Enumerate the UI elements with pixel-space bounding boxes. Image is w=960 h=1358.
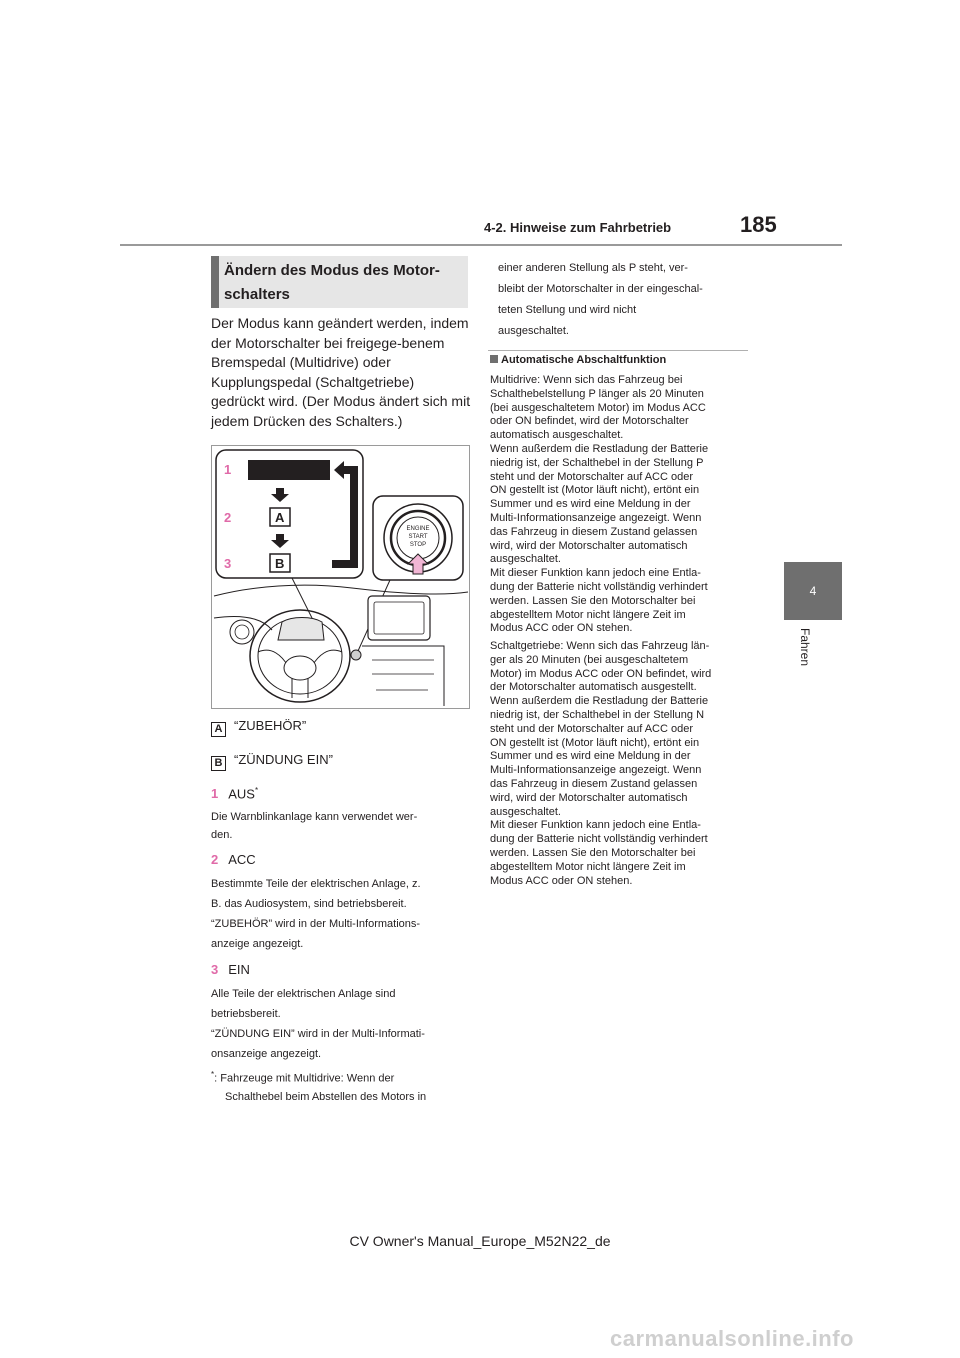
continuation-line: einer anderen Stellung als P steht, ver- bbox=[498, 262, 688, 274]
mode-1-name: AUS bbox=[228, 786, 255, 802]
footer-manual-name: CV Owner's Manual_Europe_M52N22_de bbox=[349, 1233, 611, 1249]
mode-aus-bar bbox=[248, 460, 330, 480]
button-text-start: START bbox=[408, 534, 428, 540]
auto-off-title: Automatische Abschaltfunktion bbox=[501, 354, 667, 366]
figure-step-1: 1 bbox=[224, 462, 232, 477]
label-a-row bbox=[211, 718, 306, 737]
label-a-text: “ZUBEHÖR” bbox=[234, 718, 307, 733]
continuation-line: ausgeschaltet. bbox=[498, 325, 569, 337]
button-text-stop: STOP bbox=[409, 542, 427, 548]
mode-2-description bbox=[211, 874, 469, 954]
continuation-line: teten Stellung und wird nicht bbox=[498, 304, 637, 316]
header-section-title: 4-2. Hinweise zum Fahrbetrieb bbox=[484, 220, 672, 235]
chapter-tab: 4 bbox=[784, 562, 842, 620]
instrument-cluster bbox=[278, 618, 324, 641]
auto-off-manual-paragraph: Schaltgetriebe: Wenn sich das Fahrzeug län- ger als 20 Minuten (bei ausgeschaltetem Motor) im Modus ACC oder ON befindet, wird der Motorschalter automatisch ausgestellt. Wenn außerdem die Restladung der Batterie niedrig ist, der Schalthebel in der Stellung N steht und der Motorschalter auf ACC oder ON gestellt ist (Motor läuft nicht), ertönt ein Summer und es wird eine Meldung in der Multi-Informationsanzeige angezeigt. Wenn das Fahrzeug in diesem Zustand gelassen wird, wird der Motorschalter automatisch ausgeschaltet. Mit dieser Funktion kann jedoch eine Entla- dung der Batterie nicht vollständig verhindert werden. Lassen Sie den Motorschalter bei abgestelltem Motor nicht längere Zeit im Modus ACC oder ON stehen. bbox=[490, 640, 712, 887]
section-heading-bar bbox=[211, 256, 219, 308]
chapter-label bbox=[784, 628, 842, 708]
mode-1-footnote-mark: * bbox=[254, 786, 259, 795]
header-rule bbox=[120, 244, 842, 246]
button-text-engine: ENGINE bbox=[406, 526, 430, 532]
mode-2-desc-line: B. das Audiosystem, sind betriebsbereit. bbox=[211, 898, 407, 910]
continuation-line: bleibt der Motorschalter in der eingeschal- bbox=[498, 283, 703, 295]
watermark-logo: carmanualsonline.info bbox=[610, 1326, 854, 1351]
figure-step-2: 2 bbox=[224, 510, 232, 525]
intro-paragraph: Der Modus kann geändert werden, indem der Motorschalter bei freigege-benem Bremspedal (Multidrive) oder Kupplungspedal (Schaltgetriebe) gedrückt wird. (Der Modus ändert sich mit jedem Drücken des Schalters.) bbox=[211, 315, 471, 429]
mode-2-desc-line: “ZUBEHÖR” wird in der Multi-Informations- bbox=[211, 918, 421, 930]
mode-3-desc-line: “ZÜNDUNG EIN” wird in der Multi-Informati- bbox=[211, 1028, 425, 1040]
mode-2-name: ACC bbox=[228, 852, 256, 867]
figure-letter-a: A bbox=[275, 510, 285, 525]
mode-2-desc-line: Bestimmte Teile der elektrischen Anlage, z. bbox=[211, 878, 421, 890]
footnote-line: Schalthebel beim Abstellen des Motors in bbox=[225, 1090, 427, 1103]
mode-3-number: 3 bbox=[211, 962, 219, 977]
mode-1-heading bbox=[211, 786, 258, 801]
footnote-mark: * bbox=[211, 1070, 215, 1079]
label-b-row bbox=[211, 752, 333, 771]
mode-3-heading bbox=[211, 962, 250, 977]
auto-off-multidrive-paragraph: Multidrive: Wenn sich das Fahrzeug bei Schalthebelstellung P länger als 20 Minuten (bei ausgeschaltetem Motor) im Modus ACC oder ON befindet, wird der Motorschalter automatisch ausgeschaltet. Wenn außerdem die Restladung der Batterie niedrig ist, der Schalthebel in der Stellung P steht und der Motorschalter auf ACC oder ON gestellt ist (Motor läuft nicht), ertönt ein Summer und es wird eine Meldung in der Multi-Informationsanzeige angezeigt. Wenn das Fahrzeug in diesem Zustand gelassen wird, wird der Motorschalter automatisch ausgeschaltet. Mit dieser Funktion kann jedoch eine Entla- dung der Batterie nicht vollständig verhindert werden. Lassen Sie den Motorschalter bei abgestelltem Motor nicht längere Zeit im Modus ACC oder ON stehen. bbox=[490, 374, 709, 635]
footnote-line: : Fahrzeuge mit Multidrive: Wenn der bbox=[214, 1072, 395, 1085]
subsection-divider bbox=[488, 350, 748, 351]
mode-3-desc-line: onsanzeige angezeigt. bbox=[211, 1048, 322, 1060]
letter-a-box: A bbox=[211, 722, 226, 737]
page-number: 185 bbox=[740, 212, 777, 237]
engine-switch-illustration bbox=[211, 445, 470, 709]
mode-2-number: 2 bbox=[211, 852, 219, 867]
section-title: Ändern des Modus des Motor-schalters bbox=[224, 262, 440, 303]
figure-letter-b: B bbox=[275, 556, 285, 571]
footnote bbox=[211, 1066, 469, 1106]
chapter-label-text: Fahren bbox=[798, 628, 812, 667]
square-bullet-icon bbox=[490, 355, 498, 363]
dashboard-drawing bbox=[212, 446, 469, 708]
mode-2-desc-line: anzeige angezeigt. bbox=[211, 938, 304, 950]
mode-3-desc-line: betriebsbereit. bbox=[211, 1008, 281, 1020]
mode-1-desc-line: Die Warnblinkanlage kann verwendet wer- bbox=[211, 811, 418, 823]
letter-b-box: B bbox=[211, 756, 226, 771]
mode-1-number: 1 bbox=[211, 786, 219, 802]
mode-3-description bbox=[211, 984, 469, 1064]
mode-1-desc-line: den. bbox=[211, 829, 233, 841]
mode-2-heading bbox=[211, 852, 256, 867]
mode-3-desc-line: Alle Teile der elektrischen Anlage sind bbox=[211, 988, 396, 1000]
figure-step-3: 3 bbox=[224, 556, 232, 571]
mode-1-description bbox=[211, 808, 469, 844]
continuation-text bbox=[498, 258, 753, 342]
mode-3-name: EIN bbox=[228, 962, 250, 977]
label-b-text: “ZÜNDUNG EIN” bbox=[234, 752, 333, 767]
auto-off-heading bbox=[490, 354, 666, 366]
